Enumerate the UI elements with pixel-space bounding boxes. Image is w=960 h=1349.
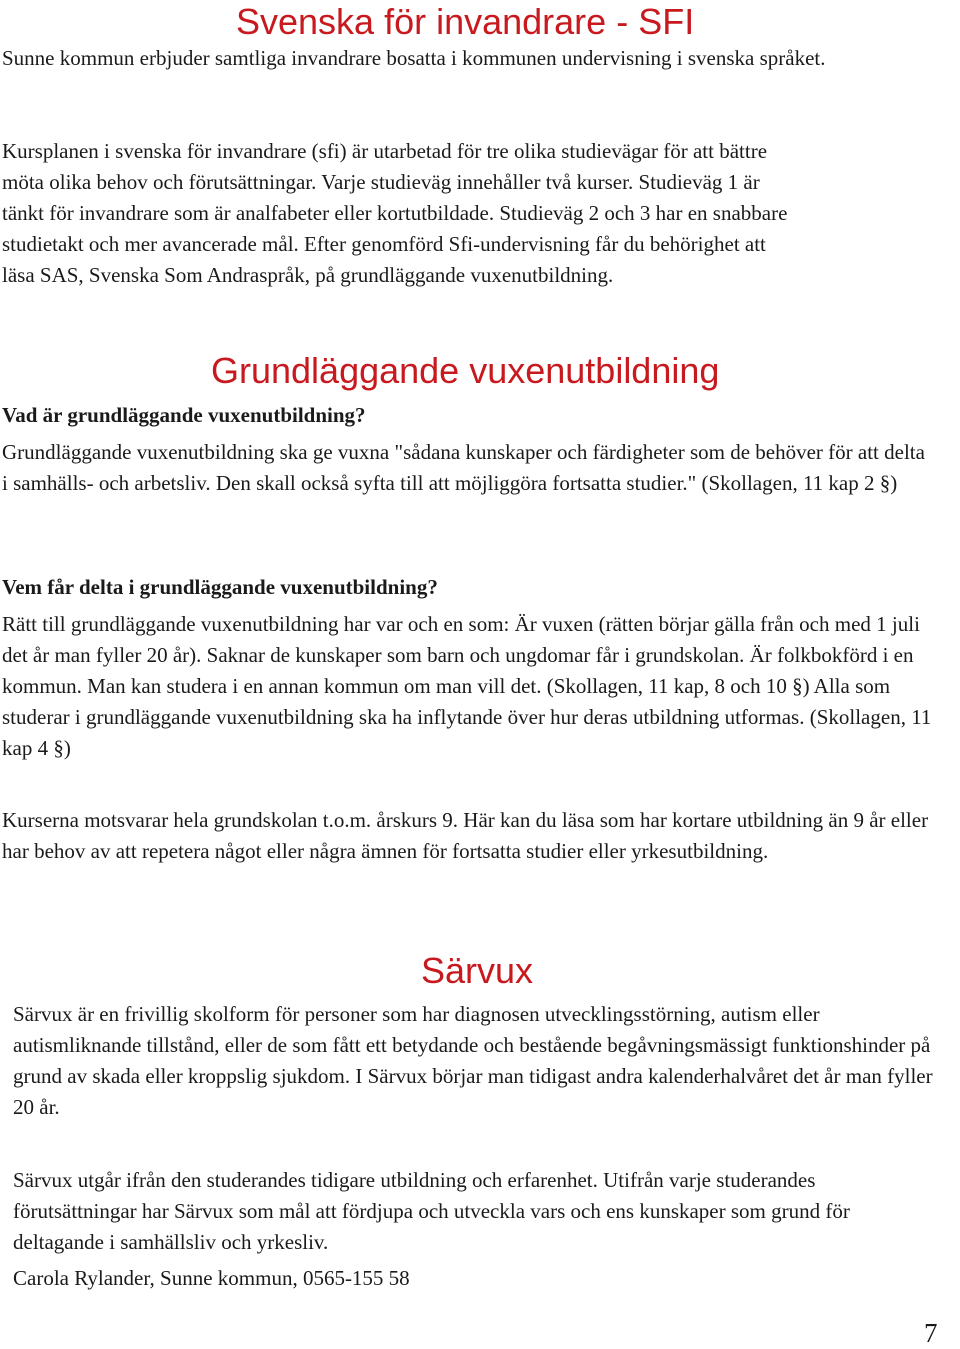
- sfi-curriculum-line: möta olika behov och förutsättningar. Varje studieväg innehåller två kurser. Studieväg 1 är: [2, 170, 760, 194]
- grund-answer-1: Grundläggande vuxenutbildning ska ge vuxna "sådana kunskaper och färdigheter som de behöver för att delta i samhälls- och arbetsliv. Den skall också syfta till att möjliggöra fortsatta studier." (Skollagen, 11 kap 2 §): [2, 440, 925, 495]
- sfi-curriculum-line: studietakt och mer avancerade mål. Efter genomförd Sfi-undervisning får du behörighet att: [2, 232, 766, 256]
- grund-courses: Kurserna motsvarar hela grundskolan t.o.m. årskurs 9. Här kan du läsa som har kortare utbildning än 9 år eller har behov av att repetera något eller några ämnen för fortsatta studier eller yrkesutbildning.: [2, 808, 929, 863]
- contact-info: Carola Rylander, Sunne kommun, 0565-155 58: [13, 1266, 410, 1290]
- sarvux-goals: Särvux utgår ifrån den studerandes tidigare utbildning och erfarenhet. Utifrån varje studerandes förutsättningar har Särvux som mål att fördjupa och utveckla vars och ens kunskaper som grund för deltagande i samhällsliv och yrkesliv.: [13, 1168, 850, 1254]
- grund-title: Grundläggande vuxenutbildning: [211, 350, 720, 391]
- sfi-intro: Sunne kommun erbjuder samtliga invandrare bosatta i kommunen undervisning i svenska språket.: [2, 46, 826, 70]
- grund-question-1: Vad är grundläggande vuxenutbildning?: [2, 403, 366, 427]
- sfi-curriculum: [2, 136, 960, 291]
- sfi-title: Svenska för invandrare - SFI: [236, 1, 695, 42]
- sfi-curriculum-line: tänkt för invandrare som är analfabeter eller kortutbildade. Studieväg 2 och 3 har en snabbare: [2, 201, 788, 225]
- grund-answer-2: Rätt till grundläggande vuxenutbildning har var och en som: Är vuxen (rätten börjar gälla från och med 1 juli det år man fyller 20 år). Saknar de kunskaper som barn och ungdomar får i grundskolan. Är folkbokförd i en kommun. Man kan studera i en annan kommun om man vill det. (Skollagen, 11 kap, 8 och 10 §) Alla som studerar i grundläggande vuxenutbildning ska ha inflytande över hur deras utbildning utformas. (Skollagen, 11 kap 4 §): [2, 612, 932, 760]
- sfi-curriculum-line: Kursplanen i svenska för invandrare (sfi) är utarbetad för tre olika studievägar för att bättre: [2, 139, 768, 163]
- sarvux-description: Särvux är en frivillig skolform för personer som har diagnosen utvecklingsstörning, autism eller autismliknande tillstånd, eller de som fått ett betydande och bestående begåvningsmässigt funktionshinder på grund av skada eller kroppslig sjukdom. I Särvux börjar man tidigast andra kalenderhalvåret det år man fyller 20 år.: [13, 1002, 933, 1119]
- sarvux-title: Särvux: [421, 950, 534, 991]
- page-number: 7: [924, 1318, 938, 1348]
- grund-question-2: Vem får delta i grundläggande vuxenutbildning?: [2, 575, 438, 599]
- sfi-curriculum-line: läsa SAS, Svenska Som Andraspråk, på grundläggande vuxenutbildning.: [2, 263, 614, 287]
